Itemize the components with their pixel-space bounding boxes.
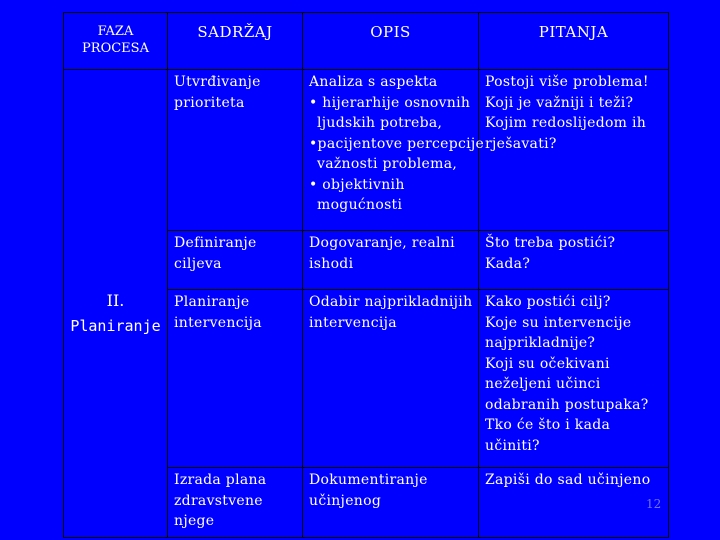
text-line: • hijerarhije osnovnih (309, 94, 471, 111)
pitanja-cell (479, 290, 669, 468)
page-number: 12 (646, 497, 662, 511)
header-faza-line: PROCESA (82, 41, 149, 56)
text-line: ciljeva (174, 255, 222, 272)
process-table (63, 12, 669, 538)
opis-cell (303, 231, 479, 290)
text-line: mogućnosti (317, 197, 403, 213)
pitanja-cell (479, 468, 669, 538)
text-line: Utvrđivanje (174, 74, 261, 90)
text-line: intervencija (309, 314, 397, 331)
text-line: Koji je važniji i teži? (485, 94, 634, 111)
opis-cell (303, 468, 479, 538)
text-line: Analiza s aspekta (309, 74, 438, 90)
text-line: zdravstvene (174, 492, 263, 509)
text-line: intervencija (174, 314, 262, 331)
text-line: Izrada plana (174, 472, 267, 488)
header-sadrzaj: SADRŽAJ (168, 13, 303, 70)
header-faza-procesa (64, 13, 168, 70)
text-line: Dokumentiranje (309, 472, 428, 488)
header-faza-line: FAZA (97, 24, 134, 39)
sadrzaj-cell (168, 468, 303, 538)
opis-cell (303, 70, 485, 231)
text-line: njege (174, 513, 215, 529)
phase-name: Planiranje (70, 317, 161, 335)
header-pitanja: PITANJA (479, 13, 669, 70)
text-line: rješavati? (485, 135, 557, 152)
text-line: Tko će što i kada (485, 417, 611, 433)
text-line: ljudskih potreba, (317, 115, 443, 131)
text-line: Kako postići cilj? (485, 294, 611, 310)
text-line: najprikladnije? (485, 335, 596, 351)
table-row (64, 70, 669, 231)
phase-number: II. (106, 291, 125, 310)
text-line: Zapiši do sad učinjeno (485, 472, 651, 488)
text-line: Definiranje (174, 235, 257, 251)
text-line: Dogovaranje, realni (309, 235, 455, 251)
sadrzaj-cell (168, 70, 303, 231)
text-line: Kojim redoslijedom ih (485, 115, 647, 131)
text-line: Postoji više problema! (485, 74, 649, 90)
text-line: učiniti? (485, 437, 540, 454)
text-line: Kada? (485, 255, 531, 272)
sadrzaj-cell (168, 290, 303, 468)
opis-cell (303, 290, 479, 468)
text-line: Koji su očekivani (485, 355, 610, 372)
text-line: neželjeni učinci (485, 376, 601, 392)
text-line: važnosti problema, (317, 156, 458, 172)
text-line: •pacijentove percepcije (309, 135, 485, 152)
text-line: Planiranje (174, 294, 250, 310)
text-line: • objektivnih (309, 176, 405, 193)
text-line: učinjenog (309, 492, 382, 509)
text-line: Odabir najprikladnijih (309, 294, 473, 310)
pitanja-cell (479, 231, 669, 290)
header-opis: OPIS (303, 13, 479, 70)
pitanja-cell (479, 70, 669, 231)
text-line: ishodi (309, 255, 354, 272)
text-line: odabranih postupaka? (485, 396, 649, 413)
sadrzaj-cell (168, 231, 303, 290)
text-line: Koje su intervencije (485, 314, 632, 331)
text-line: prioriteta (174, 94, 245, 111)
phase-cell (64, 70, 168, 538)
text-line: Što treba postići? (485, 235, 616, 251)
header-row (64, 13, 669, 70)
